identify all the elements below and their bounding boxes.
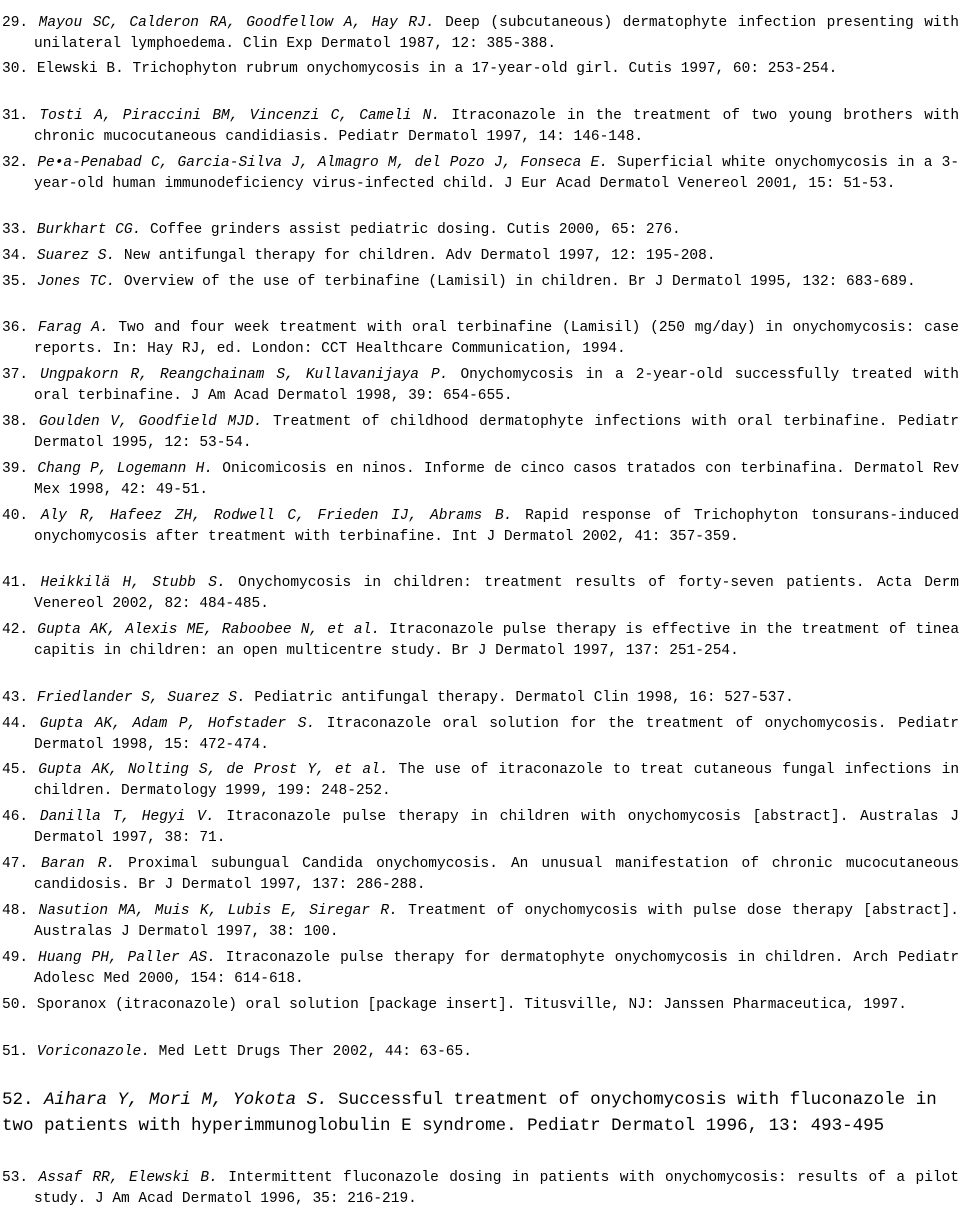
reference-item-43: 43. Friedlander S, Suarez S. Pediatric antifungal therapy. Dermatol Clin 1998, 16: 527-537. bbox=[2, 689, 794, 706]
reference-item-32: 32. Pe•a-Penabad C, Garcia-Silva J, Almagro M, del Pozo J, Fonseca E. Superficial white onychomycosis in a 3-year-old human immunodeficiency virus-infected child. J Eur Acad Dermatol Venereol 2001, 15: 51-53. bbox=[2, 154, 960, 192]
reference-item-29: 29. Mayou SC, Calderon RA, Goodfellow A, Hay RJ. Deep (subcutaneous) dermatophyte infection presenting with unilateral lymphoedema. Clin Exp Dermatol 1987, 12: 385-388. bbox=[2, 14, 960, 52]
reference-item-48: 48. Nasution MA, Muis K, Lubis E, Siregar R. Treatment of onychomycosis with pulse dose therapy [abstract]. Australas J Dermatol 1997, 38: 100. bbox=[2, 902, 960, 940]
reference-item-30: 30. Elewski B. Trichophyton rubrum onychomycosis in a 17-year-old girl. Cutis 1997, 60: 253-254. bbox=[2, 60, 838, 77]
reference-item-50: 50. Sporanox (itraconazole) oral solution [package insert]. Titusville, NJ: Janssen Pharmaceutica, 1997. bbox=[2, 996, 907, 1013]
reference-item-42: 42. Gupta AK, Alexis ME, Raboobee N, et al. Itraconazole pulse therapy is effective in the treatment of tinea capitis in children: an open multicentre study. Br J Dermatol 1997, 137: 251-254. bbox=[2, 621, 960, 659]
reference-item-34: 34. Suarez S. New antifungal therapy for children. Adv Dermatol 1997, 12: 195-208. bbox=[2, 247, 716, 264]
reference-item-41: 41. Heikkilä H, Stubb S. Onychomycosis in children: treatment results of forty-seven patients. Acta Derm Venereol 2002, 82: 484-485. bbox=[2, 574, 960, 612]
reference-item-37: 37. Ungpakorn R, Reangchainam S, Kullavanijaya P. Onychomycosis in a 2-year-old successfully treated with oral terbinafine. J Am Acad Dermatol 1998, 39: 654-655. bbox=[2, 366, 960, 404]
reference-item-47: 47. Baran R. Proximal subungual Candida onychomycosis. An unusual manifestation of chronic mucocutaneous candidosis. Br J Dermatol 1997, 137: 286-288. bbox=[2, 855, 959, 893]
reference-item-52: 52. Aihara Y, Mori M, Yokota S. Successful treatment of onychomycosis with fluconazole in two patients with hyperimmunoglobulin E syndrome. Pediatr Dermatol 1996, 13: 493-495 bbox=[2, 1089, 937, 1136]
reference-item-31: 31. Tosti A, Piraccini BM, Vincenzi C, Cameli N. Itraconazole in the treatment of two young brothers with chronic mucocutaneous candidiasis. Pediatr Dermatol 1997, 14: 146-148. bbox=[2, 107, 960, 145]
reference-item-35: 35. Jones TC. Overview of the use of terbinafine (Lamisil) in children. Br J Dermatol 1995, 132: 683-689. bbox=[2, 273, 916, 290]
reference-item-53: 53. Assaf RR, Elewski B. Intermittent fluconazole dosing in patients with onychomycosis: results of a pilot study. J Am Acad Dermatol 1996, 35: 216-219. bbox=[2, 1169, 960, 1207]
reference-item-45: 45. Gupta AK, Nolting S, de Prost Y, et al. The use of itraconazole to treat cutaneous fungal infections in children. Dermatology 1999, 199: 248-252. bbox=[2, 761, 960, 799]
reference-item-33: 33. Burkhart CG. Coffee grinders assist pediatric dosing. Cutis 2000, 65: 276. bbox=[2, 221, 681, 238]
reference-item-36: 36. Farag A. Two and four week treatment with oral terbinafine (Lamisil) (250 mg/day) in onychomycosis: case reports. In: Hay RJ, ed. London: CCT Healthcare Communication, 1994. bbox=[2, 319, 959, 357]
reference-item-38: 38. Goulden V, Goodfield MJD. Treatment of childhood dermatophyte infections with oral terbinafine. Pediatr Dermatol 1995, 12: 53-54. bbox=[2, 413, 960, 451]
reference-item-44: 44. Gupta AK, Adam P, Hofstader S. Itraconazole oral solution for the treatment of onychomycosis. Pediatr Dermatol 1998, 15: 472-474. bbox=[2, 715, 960, 753]
reference-item-40: 40. Aly R, Hafeez ZH, Rodwell C, Frieden IJ, Abrams B. Rapid response of Trichophyton tonsurans-induced onychomycosis after treatment with terbinafine. Int J Dermatol 2002, 41: 357-359. bbox=[2, 507, 960, 545]
reference-item-49: 49. Huang PH, Paller AS. Itraconazole pulse therapy for dermatophyte onychomycosis in children. Arch Pediatr Adolesc Med 2000, 154: 614-618. bbox=[2, 949, 960, 987]
reference-item-39: 39. Chang P, Logemann H. Onicomicosis en ninos. Informe de cinco casos tratados con terbinafina. Dermatol Rev Mex 1998, 42: 49-51. bbox=[2, 460, 960, 498]
reference-item-46: 46. Danilla T, Hegyi V. Itraconazole pulse therapy in children with onychomycosis [abstract]. Australas J Dermatol 1997, 38: 71. bbox=[2, 808, 959, 846]
reference-item-51: 51. Voriconazole. Med Lett Drugs Ther 2002, 44: 63-65. bbox=[2, 1043, 472, 1060]
